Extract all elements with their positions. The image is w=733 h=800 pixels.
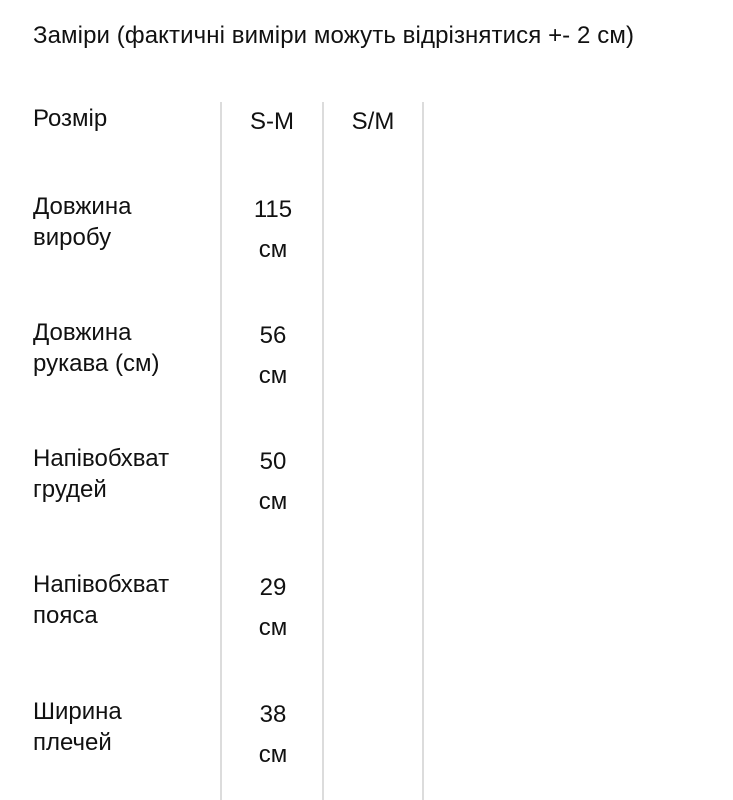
row-label-line: рукава (см) [33, 350, 160, 377]
cell-value: 38 [259, 701, 287, 728]
row-label [33, 696, 213, 758]
row-label-line: грудей [33, 476, 107, 503]
cell-unit: см [258, 614, 288, 641]
cell-value: 115 [253, 196, 293, 223]
table-cell [222, 568, 324, 648]
row-label [33, 191, 213, 253]
cell-value: 29 [259, 574, 287, 601]
cell-unit: см [258, 362, 288, 389]
row-label-line: Напівобхват [33, 445, 170, 472]
table-cell [222, 316, 324, 396]
cell-unit: см [258, 488, 288, 515]
table-cell [222, 695, 324, 775]
table-cell [222, 442, 324, 522]
page-title: Заміри (фактичні виміри можуть відрізнятися +- 2 см) [33, 22, 635, 49]
row-label [33, 569, 213, 631]
row-label-line: пояса [33, 602, 98, 629]
row-label-line: Довжина [33, 319, 132, 346]
row-label-line: Напівобхват [33, 571, 170, 598]
cell-unit: см [258, 741, 288, 768]
row-label-line: плечей [33, 729, 112, 756]
row-label [33, 443, 213, 505]
row-label-line: Довжина [33, 193, 132, 220]
row-label [33, 317, 213, 379]
header-size-s-slash-m: S/M [351, 108, 395, 135]
cell-unit: см [258, 236, 288, 263]
row-label-line: виробу [33, 224, 112, 251]
table-cell [222, 190, 324, 270]
header-label: Розмір [33, 105, 108, 132]
header-size-s-m: S-M [250, 108, 294, 135]
cell-value: 56 [259, 322, 287, 349]
column-divider [422, 102, 424, 800]
cell-value: 50 [259, 448, 287, 475]
row-label-line: Ширина [33, 698, 122, 725]
